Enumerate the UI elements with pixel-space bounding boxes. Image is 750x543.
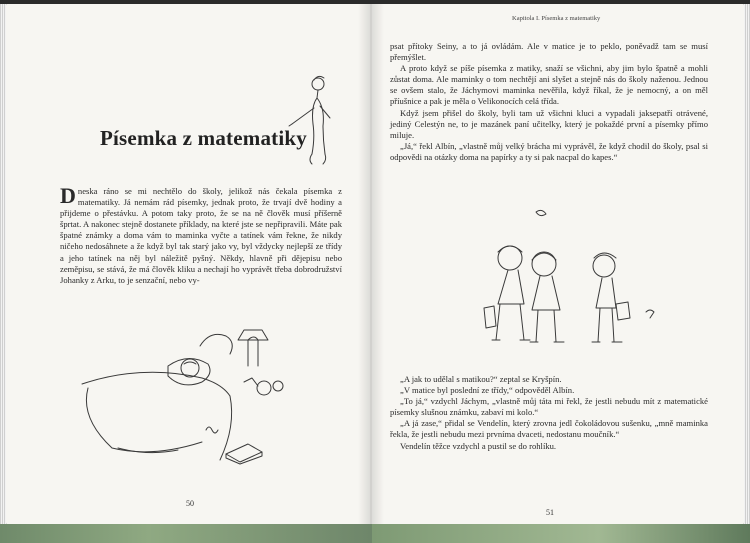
opening-paragraph	[60, 183, 342, 286]
paragraph: „A já zase,“ přidal se Vendelín, který zrovna jedl čokoládovou sušenku, „mně maminka řekla, že jestli nebudu mezi prvníma dvaceti, nedostanu moučník.“	[390, 418, 708, 440]
three-boys-illustration	[470, 206, 690, 366]
paragraph: Vendelín těžce vzdychl a pustil se do rohlíku.	[400, 440, 557, 451]
page-number-right: 51	[546, 508, 554, 517]
left-page-body	[60, 183, 342, 286]
drop-cap: D	[60, 183, 76, 208]
right-page-body-bottom	[390, 374, 708, 452]
opening-paragraph-text: neska ráno se mi nechtělo do školy, jelikož nás čekala písemka z matematiky. Já nemám rád písemky, jednak proto, že trvají dvě hodiny a přijdeme o přestávku. A potom taky proto, že se na ně člověk musí příšerně šprtat. A nakonec stejně dostanete příklady, na které jste se nepřipravili. Máte pak špatné známky a doma vám to maminka vyčte a tatínek vám řekne, že nikdy ničeho nedosáhnete a že když byl tak starý jako vy, byl vždycky nejlepší ze třídy a jeho tatínek na něj byl náležitě pyšný. Někdy, hlavně při dějepisu nebo zeměpisu, se stává, že má člověk kliku a nechají ho vyprávět třeba dobrodružství Johanky z Arku, to je senzační, nebo vy-	[60, 186, 342, 285]
page-number-left: 50	[186, 499, 194, 508]
teacher-illustration	[288, 72, 338, 172]
paragraph: „V matice byl poslední ze třídy,“ odpověděl Albín.	[400, 385, 575, 396]
running-header: Kapitola I. Písemka z matematiky	[512, 15, 601, 22]
paragraph: Když jsem přišel do školy, byli tam už všichni kluci a vypadali jaksepatří otrávené, jediný Celestýn ne, to je mazánek paní učitelky, který je pokaždé první a písemky přímo miluje.	[390, 107, 708, 140]
right-page-body-top	[390, 41, 708, 163]
paragraph: „To já,“ vzdychl Jáchym, „vlastně můj táta mi řekl, že jestli nebudu mít z matematické písemky slušnou známku, zabaví mi kolo.“	[390, 396, 708, 418]
book-gutter	[358, 4, 384, 524]
paragraph: „Já,“ řekl Albín, „vlastně můj velký brácha mi vyprávěl, že když chodil do školy, psal si odpovědi na otázky doma na papírky a ty si pak nacpal do kapes.“	[390, 140, 708, 162]
paragraph: „A jak to udělal s matikou?“ zeptal se Kryšpín.	[400, 374, 562, 384]
chapter-title: Písemka z matematiky	[100, 126, 307, 150]
paragraph: psat přítoky Seiny, a to já ovládám. Ale v matice je to peklo, poněvadž tam se musí přemýšlet.	[390, 41, 708, 63]
paragraph: A proto když se píše písemka z matiky, snaží se všichni, aby jim bylo špatně a mohli zůstat doma. Ale maminky o tom nechtějí ani slyšet a stejně nás do školy naženou. Jednou se ovšem stalo, že Jáchymovi maminka nevěřila, když říkal, že je nemocný, a on měl příušnice a pak je měla o Velikonocích celá třída.	[390, 63, 708, 107]
cover-edge-right	[372, 524, 750, 543]
sleeping-boy-illustration	[78, 326, 308, 476]
cover-edge-left	[0, 524, 372, 543]
